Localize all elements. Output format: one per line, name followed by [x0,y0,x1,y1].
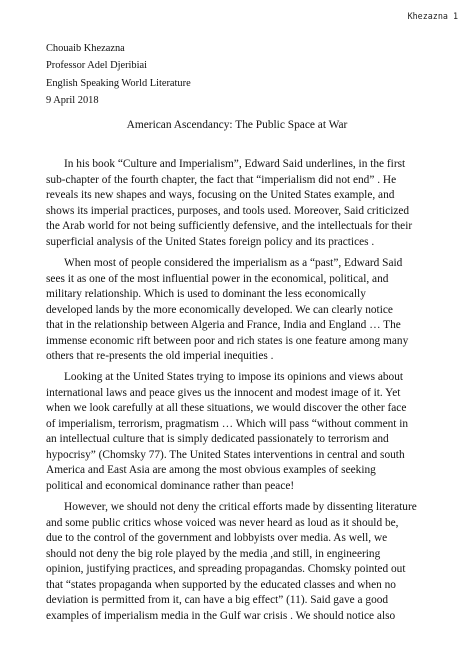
paragraph-line: military relationship. Which is used to dominant the less economically [46,288,366,301]
paragraph-line: superficial analysis of the United States foreign policy and its practices . [46,235,375,248]
paragraph-line: sub-chapter of the fourth chapter, the fact that “imperialism did not end” . He [46,173,397,186]
paragraph-line: others that re-presents the old imperial inequities . [46,350,274,363]
paragraph-line: developed lands by the more economically developed. We can clearly notice [46,303,393,316]
paragraph-line: In his book “Culture and Imperialism”, Edward Said underlines, in the first [64,158,406,170]
paragraph-line: and some public critics whose voiced was never heard as loud as it should be, [46,516,399,529]
essay-title: American Ascendancy: The Public Space at War [126,119,348,131]
paragraph-line: that in the relationship between Algeria and France, India and England … The [46,319,401,332]
paragraph-line: political and economical dominance rather than peace! [46,479,295,492]
paragraph-line: deviation is permitted from it, can have a big effect” (11). Said gave a good [46,594,389,607]
paragraph-line: that “states propaganda when supported by the educated classes and when no [46,578,396,591]
paragraph-line: opinion, justifying practices, and spreading propagandas. Chomsky pointed out [46,563,406,576]
paragraph-line: the Arab world for not being sufficiently defensive, and the intellectuals for their [46,220,413,233]
paragraph-line: sees it as one of the most influential power in the economical, political, and [46,272,389,285]
paragraph-line: Looking at the United States trying to impose its opinions and views about [64,371,404,383]
professor-name: Professor Adel Djeribiai [46,60,147,72]
paragraph-1 [46,157,442,250]
paragraph-2 [46,256,442,365]
paragraph-line: immense economic rift between poor and rich states is one feature among many [46,334,409,347]
running-head: Khezazna 1 [407,11,458,21]
paragraph-line: examples of imperialism media in the Gulf war crisis . We should notice also [46,609,396,622]
author-name: Chouaib Khezazna [46,43,125,54]
paragraph-line: hypocrisy” (Chomsky 77). The United States interventions in central and south [46,448,405,461]
paragraph-line: due to the control of the government and lobbyists over media. As well, we [46,532,388,545]
mla-header [46,40,191,109]
paragraph-line: America and East Asia are among the most obvious examples of seeking [46,464,376,477]
course-name: English Speaking World Literature [46,77,191,89]
paragraph-line: shows its imperial practices, purposes, and tools used. Moreover, Said criticized [46,204,410,217]
paragraph-line: However, we should not deny the critical efforts made by dissenting literature [64,501,417,513]
paragraph-line: an intellectual culture that is simply dedicated passionately to terrorism and [46,433,389,446]
paragraph-line: When most of people considered the imperialism as a “past”, Edward Said [64,257,403,269]
paragraph-line: of imperialism, terrorism, pragmatism … Which will pass “without comment in [46,417,409,430]
paragraph-line: should not deny the big role played by the media ,and still, in engineering [46,547,381,560]
paragraph-line: when we look carefully at all these situations, we would discover the other face [46,402,407,415]
paragraph-line: international laws and peace gives us the innocent and modest image of it. Yet [46,386,401,399]
date: 9 April 2018 [46,94,99,106]
paragraph-3 [46,370,442,494]
paragraph-line: reveals its new shapes and ways, focusing on the United States example, and [46,189,395,202]
paragraph-4 [46,500,442,624]
